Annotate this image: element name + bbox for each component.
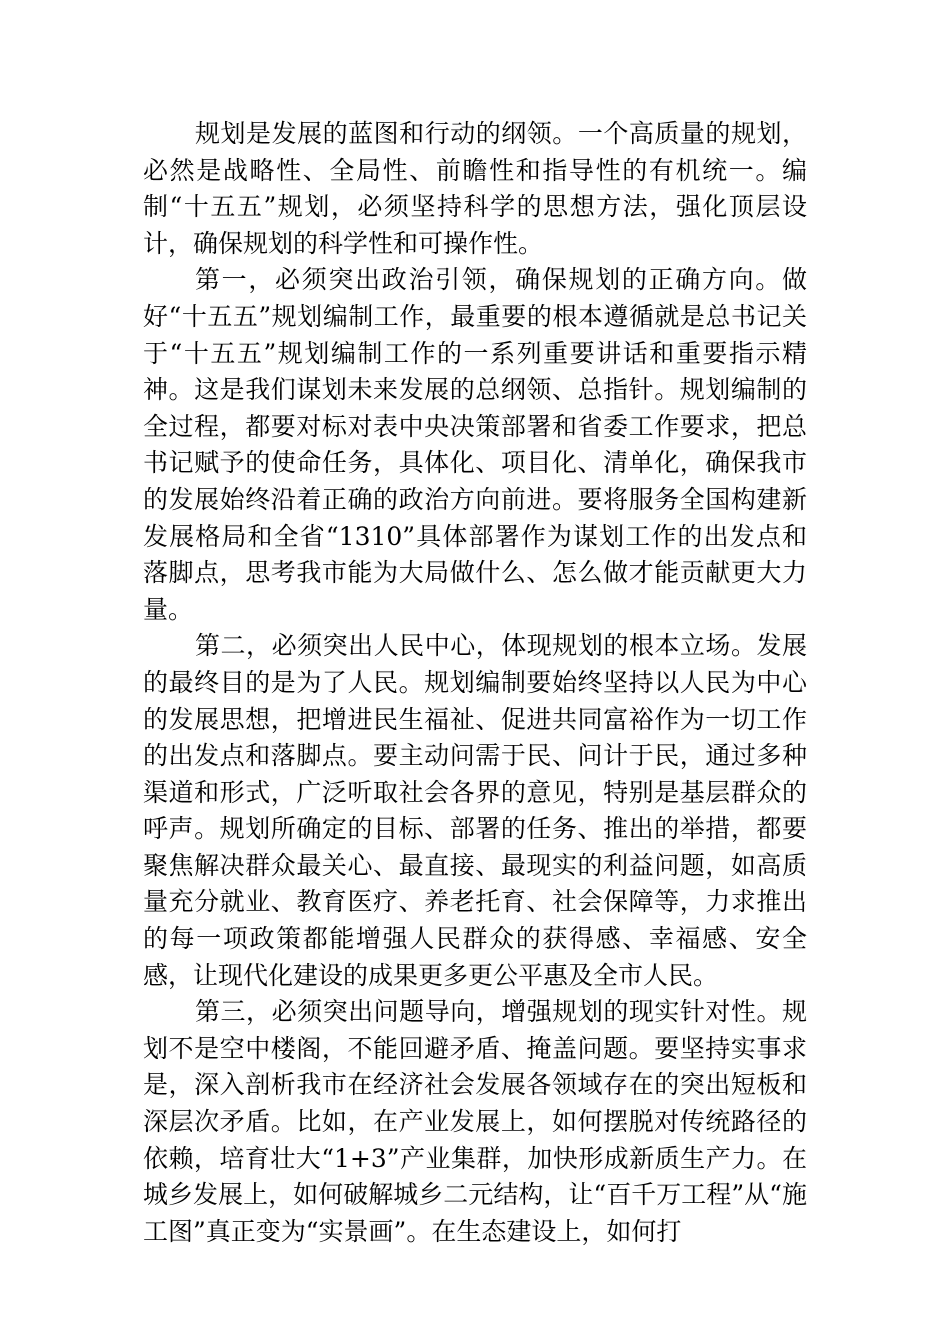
paragraph-intro: 规划是发展的蓝图和行动的纲领。一个高质量的规划，必然是战略性、全局性、前瞻性和指导性的有机统一。编制“十五五”规划，必须坚持科学的思想方法，强化顶层设计，确保规划的科学性和可操作性。 [143,119,807,258]
paragraph-third-point: 第三，必须突出问题导向，增强规划的现实针对性。规划不是空中楼阁，不能回避矛盾、掩盖问题。要坚持实事求是，深入剖析我市在经济社会发展各领域存在的突出短板和深层次矛盾。比如，在产业发展上，如何摆脱对传统路径的依赖，培育壮大“1+3”产业集群，加快形成新质生产力。在城乡发展上，如何破解城乡二元结构，让“百千万工程”从“施工图”真正变为“实景画”。在生态建设上，如何打 [143,997,807,1246]
paragraph-first-point: 第一，必须突出政治引领，确保规划的正确方向。做好“十五五”规划编制工作，最重要的根本遵循就是总书记关于“十五五”规划编制工作的一系列重要讲话和重要指示精神。这是我们谋划未来发展的总纲领、总指针。规划编制的全过程，都要对标对表中央决策部署和省委工作要求，把总书记赋予的使命任务，具体化、项目化、清单化，确保我市的发展始终沿着正确的政治方向前进。要将服务全国构建新发展格局和全省“1310”具体部署作为谋划工作的出发点和落脚点，思考我市能为大局做什么、怎么做才能贡献更大力量。 [143,265,807,624]
document-body [143,116,807,1250]
paragraph-second-point: 第二，必须突出人民中心，体现规划的根本立场。发展的最终目的是为了人民。规划编制要始终坚持以人民为中心的发展思想，把增进民生福祉、促进共同富裕作为一切工作的出发点和落脚点。要主动问需于民、问计于民，通过多种渠道和形式，广泛听取社会各界的意见，特别是基层群众的呼声。规划所确定的目标、部署的任务、推出的举措，都要聚焦解决群众最关心、最直接、最现实的利益问题，如高质量充分就业、教育医疗、养老托育、社会保障等，力求推出的每一项政策都能增强人民群众的获得感、幸福感、安全感，让现代化建设的成果更多更公平惠及全市人民。 [143,631,807,990]
